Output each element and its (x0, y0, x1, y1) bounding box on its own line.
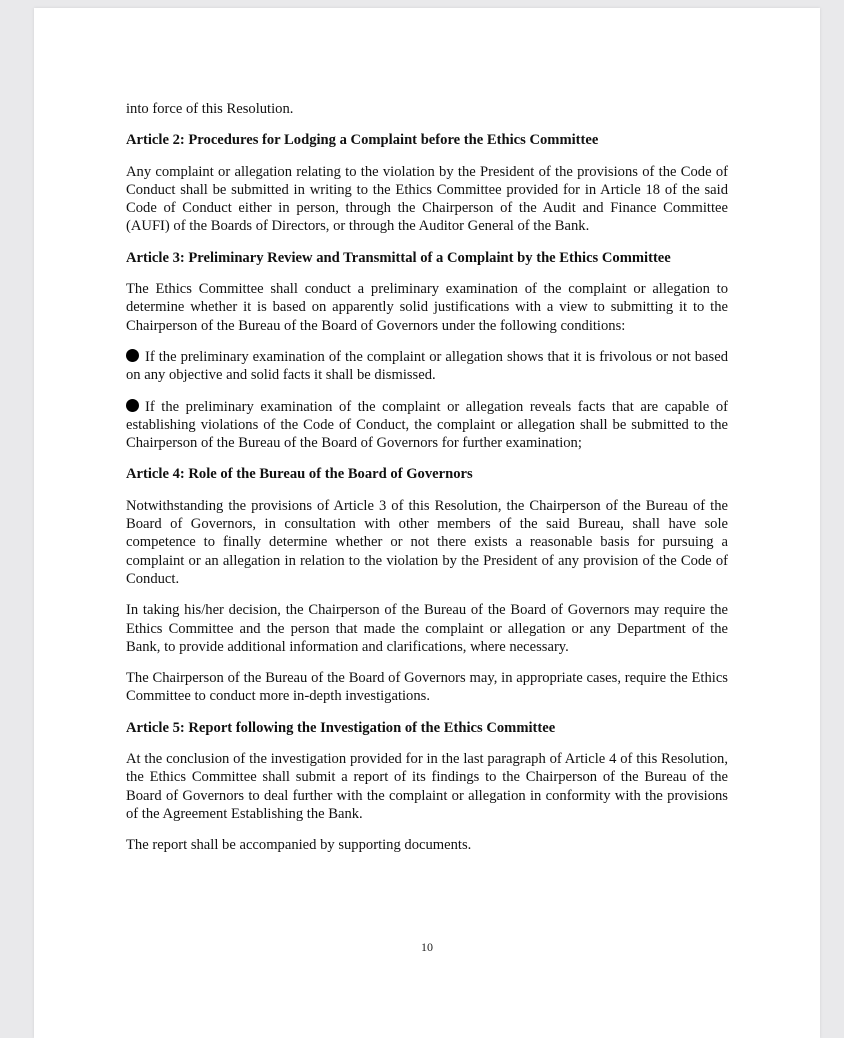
article-4-heading: Article 4: Role of the Bureau of the Board of Governors (126, 466, 473, 483)
article-3-paragraph: The Ethics Committee shall conduct a preliminary examination of the complaint or allegation to determine whether it is based on apparently solid justifications with a view to submitting it to the Chairperson of the Bureau of the Board of Governors under the following conditions: (126, 281, 728, 334)
page-number: 10 (421, 940, 433, 954)
article-3-heading: Article 3: Preliminary Review and Transmittal of a Complaint by the Ethics Committee (126, 249, 671, 266)
bullet-text: If the preliminary examination of the complaint or allegation reveals facts that are capable of establishing violations of the Code of Conduct, the complaint or allegation shall be submitted to the Chairperson of the Bureau of the Board of Governors for further examination; (126, 398, 728, 452)
article-4-paragraph-1: Notwithstanding the provisions of Article 3 of this Resolution, the Chairperson of the Bureau of the Board of Governors, in consultation with other members of the said Bureau, shall have sole competence to finally determine whether or not there exists a reasonable basis for pursuing a complaint or an allegation in relation to the violation by the President of any provision of the Code of Conduct. (126, 497, 728, 587)
intro-fragment: into force of this Resolution. (126, 101, 294, 117)
article-3-bullet-2 (126, 398, 728, 453)
document-page (34, 8, 820, 1038)
article-5-heading: Article 5: Report following the Investigation of the Ethics Committee (126, 719, 556, 736)
article-2-heading: Article 2: Procedures for Lodging a Complaint before the Ethics Committee (126, 132, 599, 149)
bullet-dot-icon (126, 399, 139, 412)
article-4-paragraph-3: The Chairperson of the Bureau of the Board of Governors may, in appropriate cases, require the Ethics Committee to conduct more in-depth investigations. (126, 670, 728, 705)
document-body (126, 98, 728, 868)
article-5-paragraph-1: At the conclusion of the investigation provided for in the last paragraph of Article 4 of this Resolution, the Ethics Committee shall submit a report of its findings to the Chairperson of the Bureau of the Board of Governors to deal further with the complaint or allegation in conformity with the provisions of the Agreement Establishing the Bank. (126, 751, 728, 822)
article-3-bullet-1 (126, 348, 728, 385)
bullet-dot-icon (126, 349, 139, 362)
bullet-text: If the preliminary examination of the complaint or allegation shows that it is frivolous or not based on any objective and solid facts it shall be dismissed. (126, 348, 728, 384)
article-2-paragraph: Any complaint or allegation relating to the violation by the President of the provisions of the Code of Conduct shall be submitted in writing to the Ethics Committee provided for in Article 18 of the said Code of Conduct either in person, through the Chairperson of the Audit and Finance Committee (AUFI) of the Boards of Directors, or through the Auditor General of the Bank. (126, 163, 728, 235)
article-5-paragraph-2: The report shall be accompanied by supporting documents. (126, 837, 472, 854)
article-4-paragraph-2: In taking his/her decision, the Chairperson of the Bureau of the Board of Governors may require the Ethics Committee and the person that made the complaint or allegation or any Department of the Bank, to provide additional information and clarifications, where necessary. (126, 602, 728, 655)
